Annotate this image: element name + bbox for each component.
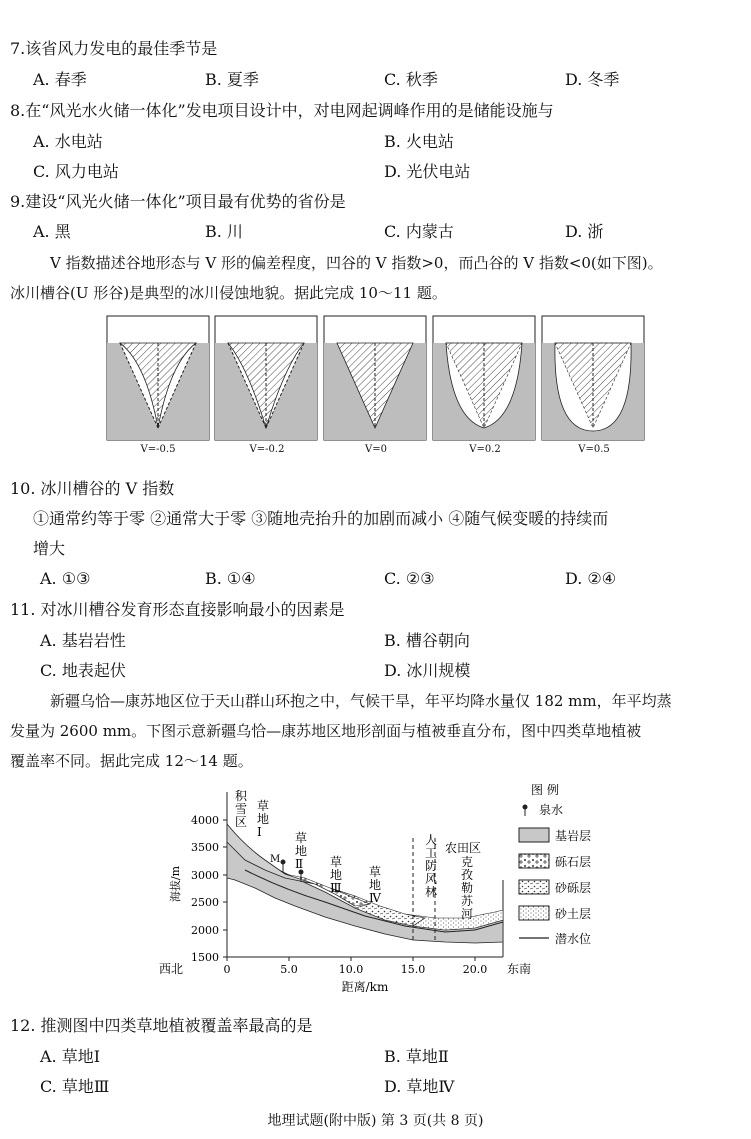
q11-option-b: B. 槽谷朝向 (384, 631, 470, 650)
x-tick-10: 10.0 (338, 963, 364, 976)
legend-watertable: 潜水位 (555, 932, 592, 946)
legend-sandgravel: 砂砾层 (555, 881, 592, 895)
y-axis-label: 海拔/m (169, 865, 182, 903)
q8-option-c: C. 风力电站 (33, 162, 119, 181)
intro-paragraph-1-line-2: 冰川槽谷(U 形谷)是典型的冰川侵蚀地貌。据此完成 10～11 题。 (10, 284, 447, 302)
x-tick-5: 5.0 (280, 963, 298, 976)
q11-option-c: C. 地表起伏 (40, 661, 126, 680)
point-m-label: M (270, 854, 281, 865)
q8-option-a: A. 水电站 (33, 132, 103, 151)
q10-option-a: A. ①③ (40, 569, 91, 588)
v-panel-4 (433, 316, 535, 440)
q9-stem: 9.建设“风光火储一体化”项目最有优势的省份是 (10, 192, 346, 211)
legend-bedrock-swatch (519, 828, 549, 842)
v-label-4: V=0.2 (469, 444, 501, 455)
y-tick-2500: 2500 (191, 896, 219, 909)
snow-zone-text: 积雪区 (235, 789, 248, 829)
grassland-1-label: 草地 Ⅰ (257, 799, 270, 839)
legend-gravel: 砾石层 (555, 855, 592, 869)
v-label-3: V=0 (365, 444, 387, 455)
q10-option-b: B. ①④ (205, 569, 256, 588)
legend (519, 782, 591, 946)
v-index-figure (106, 313, 646, 458)
q10-stem: 10. 冰川槽谷的 V 指数 (10, 479, 175, 498)
q7-option-d: D. 冬季 (565, 70, 620, 89)
v-panel-1 (107, 316, 209, 440)
q9-option-c: C. 内蒙古 (384, 222, 454, 241)
q9-option-a: A. 黑 (33, 222, 71, 241)
q11-stem: 11. 对冰川槽谷发育形态直接影响最小的因素是 (10, 600, 345, 619)
northwest-label: 西北 (159, 962, 184, 976)
q9-option-d: D. 浙 (565, 222, 604, 241)
legend-title: 图 例 (531, 783, 559, 797)
q11-option-a: A. 基岩岩性 (40, 631, 126, 650)
spring-icon-1 (281, 860, 286, 873)
q10-option-d: D. ②④ (565, 569, 617, 588)
southeast-label: 东南 (507, 962, 532, 976)
q10-option-c: C. ②③ (384, 569, 435, 588)
x-ticks (227, 957, 475, 961)
v-panel-3 (324, 316, 426, 440)
x-tick-20: 20.0 (462, 963, 488, 976)
legend-gravel-swatch (519, 854, 549, 868)
v-panel-5 (542, 316, 644, 440)
intro-paragraph-2-line-2: 发量为 2600 mm。下图示意新疆乌恰—康苏地区地形剖面与植被垂直分布，图中四类草地植被 (10, 722, 642, 740)
q12-option-c: C. 草地Ⅲ (40, 1077, 110, 1096)
farmland-label: 农田区 (445, 841, 482, 855)
y-tick-1500: 1500 (191, 951, 219, 964)
q8-stem: 8.在“风光水火储一体化”发电项目设计中，对电网起调峰作用的是储能设施与 (10, 101, 554, 120)
q9-option-b: B. 川 (205, 222, 243, 241)
intro-paragraph-1-line-1: V 指数描述谷地形态与 V 形的偏差程度，凹谷的 V 指数>0，而凸谷的 V 指数<0(如下图)。 (50, 254, 663, 272)
x-tick-labels (224, 963, 488, 976)
y-tick-3000: 3000 (191, 869, 219, 882)
grassland-3-label: 草地 Ⅲ (330, 855, 343, 895)
q8-option-b: B. 火电站 (384, 132, 454, 151)
q12-option-b: B. 草地Ⅱ (384, 1047, 449, 1066)
x-tick-0: 0 (223, 963, 231, 976)
legend-bedrock: 基岩层 (555, 829, 592, 843)
v-label-5: V=0.5 (578, 444, 610, 455)
y-tick-labels (191, 814, 219, 964)
windbreak-forest-label: 人工防风林 (425, 833, 438, 899)
intro-paragraph-2-line-1: 新疆乌恰—康苏地区位于天山群山环抱之中，气候干旱，年平均降水量仅 182 mm，年平均蒸 (50, 692, 672, 710)
y-tick-4000: 4000 (191, 814, 219, 827)
q12-option-a: A. 草地Ⅰ (40, 1047, 101, 1066)
q7-option-c: C. 秋季 (384, 70, 438, 89)
y-ticks (223, 820, 227, 957)
q12-stem: 12. 推测图中四类草地植被覆盖率最高的是 (10, 1016, 313, 1035)
v-label-1: V=-0.5 (140, 444, 176, 455)
q8-option-d: D. 光伏电站 (384, 162, 471, 181)
legend-sandsoil-swatch (519, 906, 549, 920)
q7-option-a: A. 春季 (33, 70, 87, 89)
q11-option-d: D. 冰川规模 (384, 661, 471, 680)
x-tick-15: 15.0 (400, 963, 426, 976)
grassland-4-label: 草地 Ⅳ (369, 865, 382, 905)
legend-spring: 泉水 (539, 803, 564, 817)
terrain-profile-figure (155, 780, 595, 1005)
river-label: 克孜勒苏河 (461, 855, 474, 921)
v-label-2: V=-0.2 (249, 444, 285, 455)
q7-stem: 7.该省风力发电的最佳季节是 (10, 39, 218, 58)
y-tick-2000: 2000 (191, 924, 219, 937)
q7-option-b: B. 夏季 (205, 70, 259, 89)
legend-sandsoil: 砂土层 (555, 907, 592, 921)
legend-sandgravel-swatch (519, 880, 549, 894)
q10-statements-1: ①通常约等于零 ②通常大于零 ③随地壳抬升的加剧而减小 ④随气候变暖的持续而 (33, 509, 609, 528)
intro-paragraph-2-line-3: 覆盖率不同。据此完成 12～14 题。 (10, 752, 253, 770)
spring-legend-icon (523, 805, 528, 817)
y-tick-3500: 3500 (191, 841, 219, 854)
v-panel-2 (215, 316, 317, 440)
grassland-2-label: 草地 Ⅱ (295, 831, 308, 871)
q10-statements-2: 增大 (33, 539, 66, 558)
q12-option-d: D. 草地Ⅳ (384, 1077, 455, 1096)
page-footer: 地理试题(附中版) 第 3 页(共 8 页) (267, 1113, 484, 1129)
x-axis-label: 距离/km (341, 980, 389, 994)
